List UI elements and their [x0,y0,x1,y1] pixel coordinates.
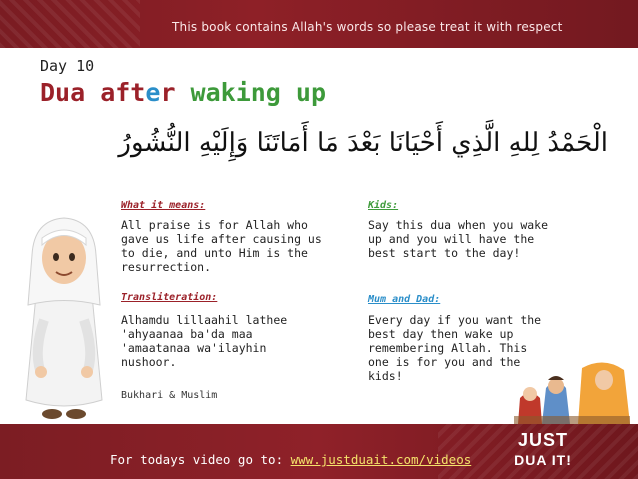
transliteration-heading: Transliteration: [121,292,218,303]
logo-line-1: JUST [517,430,568,450]
boy-character-illustration [14,200,114,425]
video-prompt [110,452,471,467]
logo-line-2: DUA IT! [514,452,572,468]
title-part: Dua [40,78,86,107]
title-part: aft [85,78,146,107]
hadith-source: Bukhari & Muslim [121,390,218,401]
video-link[interactable]: www.justduait.com/videos [290,452,472,467]
video-prompt-text: For todays video go to: [110,452,291,467]
respect-notice: This book contains Allah's words so please treat it with respect [172,20,563,34]
just-dua-it-logo [514,430,572,476]
banner-pattern [0,0,140,48]
page-title [40,78,326,107]
transliteration-text: Alhamdu lillaahil lathee 'ahyaanaa ba'da maa 'amaatanaa wa'ilayhin nushoor. [121,313,288,369]
parents-heading: Mum and Dad: [368,294,441,305]
day-label: Day 10 [40,57,95,75]
kids-text: Say this dua when you wake up and you will have the best start to the day! [368,218,549,260]
title-part: r [160,78,191,107]
kids-heading: Kids: [368,200,399,211]
title-part: e [145,78,161,107]
meaning-heading: What it means: [121,200,206,211]
title-part: waking [190,78,281,107]
title-part: up [280,78,327,107]
dua-arabic-text: الْحَمْدُ لِلهِ الَّذِي أَحْيَانَا بَعْدَ مَا أَمَاتَنَا وَإِلَيْهِ النُّشُورُ [118,128,608,158]
family-illustration [512,358,632,424]
meaning-text: All praise is for Allah who gave us life after causing us to die, and unto Him is the resurrection. [121,218,322,274]
parents-text: Every day if you want the best day then wake up remembering Allah. This one is for you and the kids! [368,313,542,383]
